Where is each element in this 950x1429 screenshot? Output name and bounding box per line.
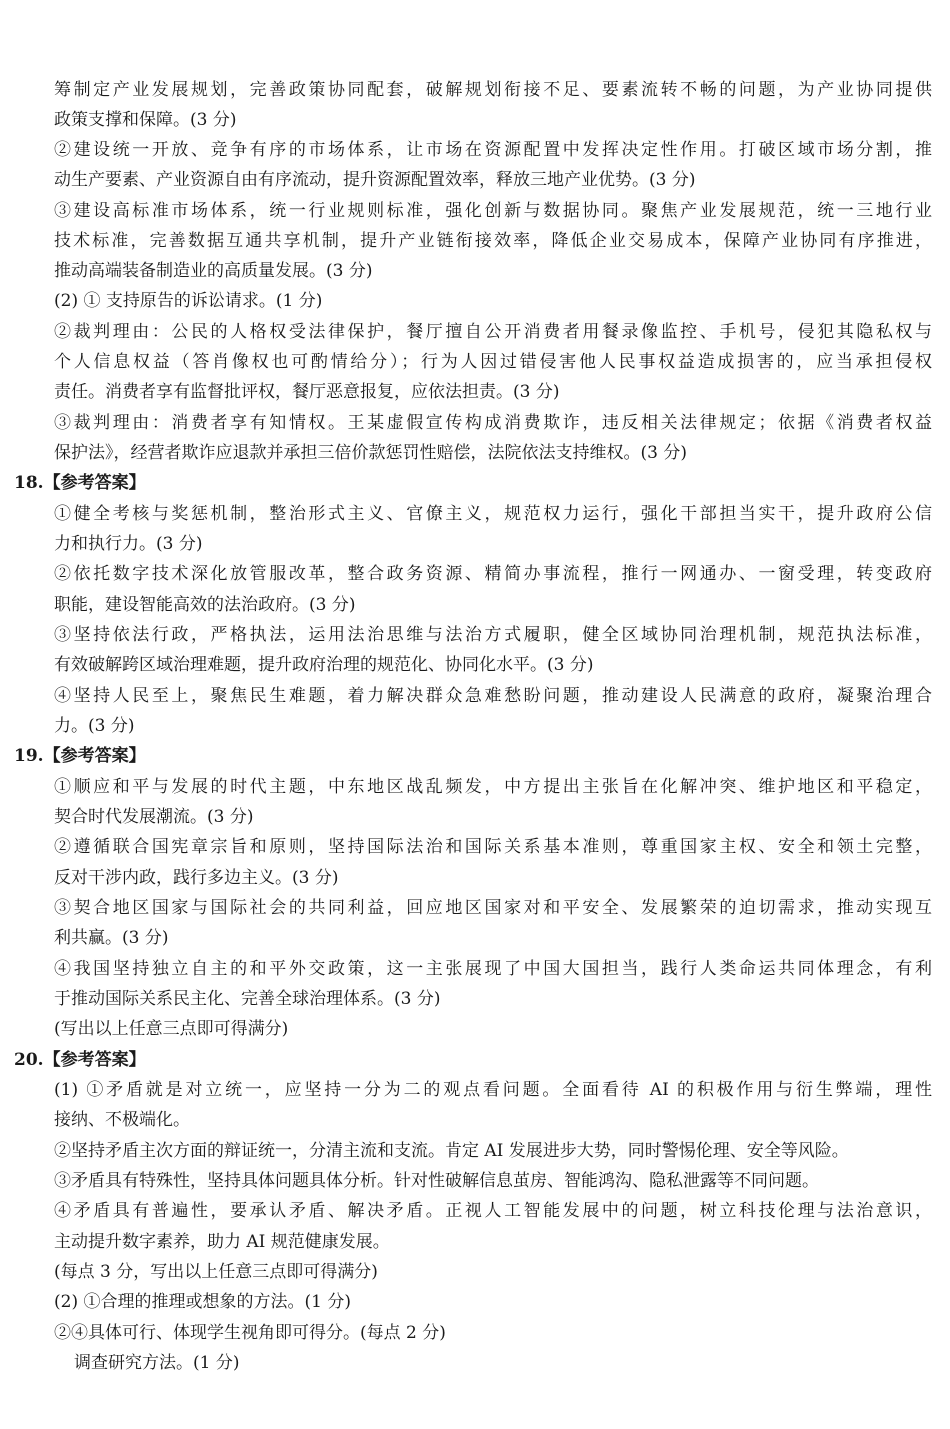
text-line: ③裁判理由：消费者享有知情权。王某虚假宣传构成消费欺诈，违反相关法律规定；依据《消费者权益: [54, 413, 932, 433]
text-line: (2) ①合理的推理或想象的方法。(1 分): [54, 1292, 351, 1312]
text-line: 于推动国际关系民主化、完善全球治理体系。(3 分): [54, 989, 441, 1009]
text-line: ④矛盾具有普遍性，要承认矛盾、解决矛盾。正视人工智能发展中的问题，树立科技伦理与法治意识，: [54, 1201, 932, 1221]
text-line: 个人信息权益（答肖像权也可酌情给分）；行为人因过错侵害他人民事权益造成损害的，应当承担侵权: [54, 352, 932, 372]
text-line: 技术标准，完善数据互通共享机制，提升产业链衔接效率，降低企业交易成本，保障产业协同有序推进，: [54, 231, 932, 251]
text-line: 调查研究方法。(1 分): [74, 1353, 240, 1373]
text-line: ②依托数字技术深化放管服改革，整合政务资源、精简办事流程，推行一网通办、一窗受理，转变政府: [54, 564, 932, 584]
text-line: 利共赢。(3 分): [54, 928, 169, 948]
text-line: ③矛盾具有特殊性，坚持具体问题具体分析。针对性破解信息茧房、智能鸿沟、隐私泄露等不同问题。: [54, 1171, 819, 1191]
text-line: ③建设高标准市场体系，统一行业规则标准，强化创新与数据协同。聚焦产业发展规范，统一三地行业: [54, 201, 932, 221]
text-line: ②建设统一开放、竞争有序的市场体系，让市场在资源配置中发挥决定性作用。打破区域市场分割，推: [54, 140, 932, 160]
text-line: ②坚持矛盾主次方面的辩证统一，分清主流和支流。肯定 AI 发展进步大势，同时警惕伦理、安全等风险。: [54, 1141, 849, 1161]
text-line: 动生产要素、产业资源自由有序流动，提升资源配置效率，释放三地产业优势。(3 分): [54, 170, 696, 190]
question-18-heading: 18.【参考答案】: [14, 473, 146, 493]
text-line: (1) ①矛盾就是对立统一，应坚持一分为二的观点看问题。全面看待 AI 的积极作用与衍生弊端，理性: [54, 1080, 932, 1100]
text-line: ①健全考核与奖惩机制，整治形式主义、官僚主义，规范权力运行，强化干部担当实干，提升政府公信: [54, 504, 932, 524]
text-line: ④我国坚持独立自主的和平外交政策，这一主张展现了中国大国担当，践行人类命运共同体理念，有利: [54, 959, 932, 979]
text-line: 推动高端装备制造业的高质量发展。(3 分): [54, 261, 373, 281]
text-line: 筹制定产业发展规划，完善政策协同配套，破解规划衔接不足、要素流转不畅的问题，为产业协同提供: [54, 80, 932, 100]
text-line: 有效破解跨区域治理难题，提升政府治理的规范化、协同化水平。(3 分): [54, 655, 594, 675]
text-line: ②裁判理由：公民的人格权受法律保护，餐厅擅自公开消费者用餐录像监控、手机号，侵犯其隐私权与: [54, 322, 932, 342]
text-line: 政策支撑和保障。(3 分): [54, 110, 237, 130]
text-line: ②④具体可行、体现学生视角即可得分。(每点 2 分): [54, 1323, 446, 1343]
text-line: 接纳、不极端化。: [54, 1110, 190, 1130]
text-line: ③契合地区国家与国际社会的共同利益，回应地区国家对和平安全、发展繁荣的迫切需求，推动实现互: [54, 898, 932, 918]
question-20-heading: 20.【参考答案】: [14, 1050, 146, 1070]
text-line: 力。(3 分): [54, 716, 135, 736]
text-line: ②遵循联合国宪章宗旨和原则，坚持国际法治和国际关系基本准则，尊重国家主权、安全和领土完整，: [54, 837, 932, 857]
text-line: ①顺应和平与发展的时代主题，中东地区战乱频发，中方提出主张旨在化解冲突、维护地区和平稳定，: [54, 777, 932, 797]
text-line: ④坚持人民至上，聚焦民生难题，着力解决群众急难愁盼问题，推动建设人民满意的政府，凝聚治理合: [54, 686, 932, 706]
text-line: 责任。消费者享有监督批评权，餐厅恶意报复，应依法担责。(3 分): [54, 382, 560, 402]
text-line: 保护法》，经营者欺诈应退款并承担三倍价款惩罚性赔偿，法院依法支持维权。(3 分): [54, 443, 687, 463]
text-line: (每点 3 分，写出以上任意三点即可得满分): [54, 1262, 378, 1282]
question-19-heading: 19.【参考答案】: [14, 746, 146, 766]
text-line: (2) ① 支持原告的诉讼请求。(1 分): [54, 291, 323, 311]
text-line: 职能，建设智能高效的法治政府。(3 分): [54, 595, 356, 615]
text-line: ③坚持依法行政，严格执法，运用法治思维与法治方式履职，健全区域协同治理机制，规范执法标准，: [54, 625, 932, 645]
text-line: 主动提升数字素养，助力 AI 规范健康发展。: [54, 1232, 390, 1252]
text-line: 反对干涉内政，践行多边主义。(3 分): [54, 868, 339, 888]
text-line: 力和执行力。(3 分): [54, 534, 203, 554]
text-line: 契合时代发展潮流。(3 分): [54, 807, 254, 827]
text-line: (写出以上任意三点即可得满分): [54, 1019, 289, 1039]
